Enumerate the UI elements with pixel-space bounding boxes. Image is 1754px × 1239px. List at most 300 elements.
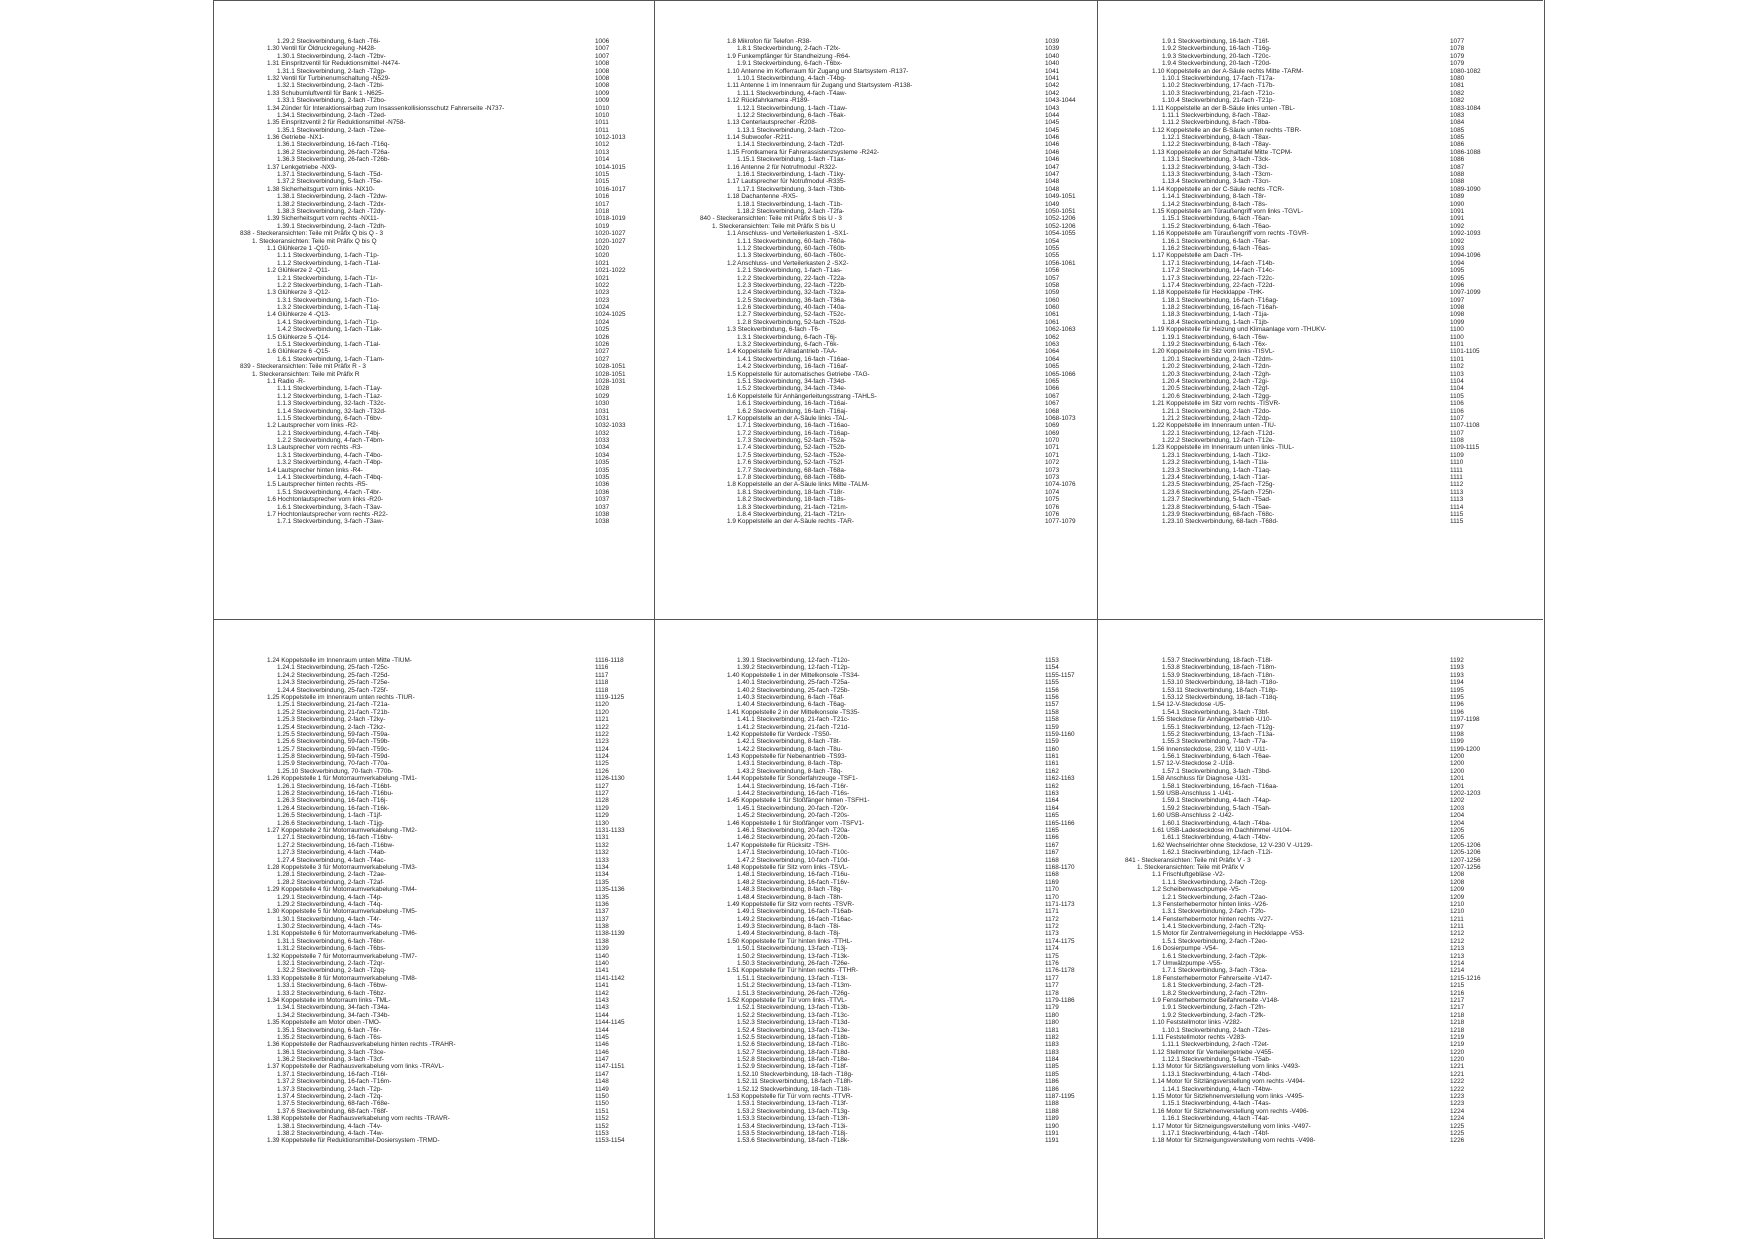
toc-entry[interactable] [700,178,1092,185]
toc-entry[interactable] [240,834,650,841]
toc-entry[interactable] [240,701,650,708]
toc-entry[interactable] [240,171,650,178]
toc-entry[interactable] [1125,297,1537,304]
toc-entry[interactable] [700,679,1092,686]
toc-entry[interactable] [240,842,650,849]
toc-entry[interactable] [700,657,1092,664]
toc-entry[interactable] [240,953,650,960]
toc-entry[interactable] [240,415,650,422]
toc-entry[interactable] [240,504,650,511]
toc-entry[interactable] [1125,430,1537,437]
toc-entry[interactable] [240,53,650,60]
toc-entry[interactable] [240,481,650,488]
toc-entry[interactable] [700,60,1092,67]
toc-entry[interactable] [700,149,1092,156]
toc-entry[interactable] [700,842,1092,849]
toc-entry[interactable] [700,474,1092,481]
toc-entry[interactable] [1125,1093,1537,1100]
toc-entry[interactable] [700,731,1092,738]
toc-entry[interactable] [1125,141,1537,148]
toc-entry[interactable] [240,178,650,185]
toc-entry[interactable] [700,1063,1092,1070]
toc-entry[interactable] [700,908,1092,915]
toc-entry[interactable] [240,879,650,886]
toc-entry[interactable] [1125,186,1537,193]
toc-entry[interactable] [1125,68,1537,75]
toc-entry[interactable] [240,193,650,200]
toc-entry[interactable] [700,901,1092,908]
toc-entry[interactable] [240,1027,650,1034]
toc-entry[interactable] [240,1093,650,1100]
toc-entry[interactable] [1125,797,1537,804]
toc-entry[interactable] [1125,901,1537,908]
toc-entry[interactable] [700,1049,1092,1056]
toc-entry[interactable] [1125,230,1537,237]
toc-entry[interactable] [240,724,650,731]
toc-entry[interactable] [1125,679,1537,686]
toc-entry[interactable] [1125,105,1537,112]
toc-entry[interactable] [700,1078,1092,1085]
toc-entry[interactable] [700,1115,1092,1122]
toc-entry[interactable] [240,156,650,163]
toc-entry[interactable] [700,444,1092,451]
toc-entry[interactable] [1125,201,1537,208]
toc-entry[interactable] [700,489,1092,496]
toc-entry[interactable] [240,385,650,392]
toc-entry[interactable] [1125,238,1537,245]
toc-entry[interactable] [700,119,1092,126]
toc-entry[interactable] [240,930,650,937]
toc-entry[interactable] [700,75,1092,82]
toc-entry[interactable] [1125,1130,1537,1137]
toc-entry[interactable] [1125,834,1537,841]
toc-entry[interactable] [700,408,1092,415]
toc-entry[interactable] [700,960,1092,967]
toc-entry[interactable] [1125,775,1537,782]
toc-entry[interactable] [700,797,1092,804]
toc-entry[interactable] [700,753,1092,760]
toc-entry[interactable] [240,1130,650,1137]
toc-entry[interactable] [1125,1137,1537,1144]
toc-entry[interactable] [240,1034,650,1041]
toc-entry[interactable] [700,790,1092,797]
toc-entry[interactable] [240,894,650,901]
toc-entry[interactable] [240,982,650,989]
toc-entry[interactable] [1125,45,1537,52]
toc-entry[interactable] [1125,474,1537,481]
toc-entry[interactable] [1125,149,1537,156]
toc-entry[interactable] [700,1108,1092,1115]
toc-entry[interactable] [240,1019,650,1026]
toc-entry[interactable] [1125,694,1537,701]
toc-entry[interactable] [240,422,650,429]
toc-entry[interactable] [700,511,1092,518]
toc-entry[interactable] [700,982,1092,989]
toc-entry[interactable] [240,938,650,945]
toc-entry[interactable] [240,916,650,923]
toc-entry[interactable] [700,496,1092,503]
toc-entry[interactable] [240,105,650,112]
toc-entry[interactable] [700,953,1092,960]
toc-entry[interactable] [700,1123,1092,1130]
toc-entry[interactable] [700,775,1092,782]
toc-entry[interactable] [240,223,650,230]
toc-entry[interactable] [240,311,650,318]
toc-entry[interactable] [700,127,1092,134]
toc-entry[interactable] [700,245,1092,252]
toc-entry[interactable] [240,467,650,474]
toc-entry[interactable] [1125,119,1537,126]
toc-entry[interactable] [240,857,650,864]
toc-entry[interactable] [700,45,1092,52]
toc-entry[interactable] [1125,672,1537,679]
toc-entry[interactable] [700,894,1092,901]
toc-entry[interactable] [240,378,650,385]
toc-entry[interactable] [1125,275,1537,282]
toc-entry[interactable] [240,430,650,437]
toc-entry[interactable] [240,82,650,89]
toc-entry[interactable] [700,1086,1092,1093]
toc-entry[interactable] [240,275,650,282]
toc-entry[interactable] [1125,252,1537,259]
toc-entry[interactable] [240,908,650,915]
toc-entry[interactable] [1125,849,1537,856]
toc-entry[interactable] [1125,415,1537,422]
toc-entry[interactable] [1125,90,1537,97]
toc-entry[interactable] [700,857,1092,864]
toc-entry[interactable] [1125,982,1537,989]
toc-entry[interactable] [700,141,1092,148]
toc-entry[interactable] [1125,356,1537,363]
toc-entry[interactable] [240,1012,650,1019]
toc-entry[interactable] [1125,178,1537,185]
toc-entry[interactable] [1125,348,1537,355]
toc-entry[interactable] [700,467,1092,474]
toc-entry[interactable] [1125,916,1537,923]
toc-entry[interactable] [1125,953,1537,960]
toc-entry[interactable] [240,260,650,267]
toc-entry[interactable] [240,400,650,407]
toc-entry[interactable] [240,997,650,1004]
toc-entry[interactable] [240,363,650,370]
toc-entry[interactable] [240,282,650,289]
toc-entry[interactable] [1125,378,1537,385]
toc-entry[interactable] [700,975,1092,982]
toc-entry[interactable] [1125,1108,1537,1115]
toc-entry[interactable] [700,871,1092,878]
toc-entry[interactable] [700,326,1092,333]
toc-entry[interactable] [700,193,1092,200]
toc-entry[interactable] [700,260,1092,267]
toc-entry[interactable] [1125,820,1537,827]
toc-entry[interactable] [240,68,650,75]
toc-entry[interactable] [1125,768,1537,775]
toc-entry[interactable] [700,267,1092,274]
toc-entry[interactable] [240,990,650,997]
toc-entry[interactable] [240,215,650,222]
toc-entry[interactable] [240,252,650,259]
toc-entry[interactable] [1125,267,1537,274]
toc-entry[interactable] [240,164,650,171]
toc-entry[interactable] [700,289,1092,296]
toc-entry[interactable] [700,53,1092,60]
toc-entry[interactable] [240,518,650,525]
toc-entry[interactable] [1125,1115,1537,1122]
toc-entry[interactable] [240,827,650,834]
toc-entry[interactable] [240,790,650,797]
toc-entry[interactable] [700,68,1092,75]
toc-entry[interactable] [240,820,650,827]
toc-entry[interactable] [240,1063,650,1070]
toc-entry[interactable] [1125,857,1537,864]
toc-entry[interactable] [700,672,1092,679]
toc-entry[interactable] [700,724,1092,731]
toc-entry[interactable] [700,938,1092,945]
toc-entry[interactable] [240,664,650,671]
toc-entry[interactable] [240,657,650,664]
toc-entry[interactable] [700,201,1092,208]
toc-entry[interactable] [1125,444,1537,451]
toc-entry[interactable] [240,149,650,156]
toc-entry[interactable] [1125,60,1537,67]
toc-entry[interactable] [1125,393,1537,400]
toc-entry[interactable] [1125,134,1537,141]
toc-entry[interactable] [1125,511,1537,518]
toc-entry[interactable] [240,760,650,767]
toc-entry[interactable] [700,437,1092,444]
toc-entry[interactable] [700,1027,1092,1034]
toc-entry[interactable] [700,238,1092,245]
toc-entry[interactable] [1125,1027,1537,1034]
toc-entry[interactable] [700,923,1092,930]
toc-entry[interactable] [1125,489,1537,496]
toc-entry[interactable] [1125,164,1537,171]
toc-entry[interactable] [1125,481,1537,488]
toc-entry[interactable] [240,393,650,400]
toc-entry[interactable] [1125,753,1537,760]
toc-entry[interactable] [700,1130,1092,1137]
toc-entry[interactable] [700,1041,1092,1048]
toc-entry[interactable] [1125,215,1537,222]
toc-entry[interactable] [700,768,1092,775]
toc-entry[interactable] [240,356,650,363]
toc-entry[interactable] [700,997,1092,1004]
toc-entry[interactable] [700,834,1092,841]
toc-entry[interactable] [700,1004,1092,1011]
toc-entry[interactable] [1125,886,1537,893]
toc-entry[interactable] [1125,864,1537,871]
toc-entry[interactable] [700,879,1092,886]
toc-entry[interactable] [1125,371,1537,378]
toc-entry[interactable] [700,945,1092,952]
toc-entry[interactable] [240,960,650,967]
toc-entry[interactable] [240,289,650,296]
toc-entry[interactable] [240,1137,650,1144]
toc-entry[interactable] [240,444,650,451]
toc-entry[interactable] [1125,282,1537,289]
toc-entry[interactable] [1125,990,1537,997]
toc-entry[interactable] [1125,112,1537,119]
toc-entry[interactable] [700,812,1092,819]
toc-entry[interactable] [240,127,650,134]
toc-entry[interactable] [240,319,650,326]
toc-entry[interactable] [1125,53,1537,60]
toc-entry[interactable] [1125,701,1537,708]
toc-entry[interactable] [1125,805,1537,812]
toc-entry[interactable] [240,768,650,775]
toc-entry[interactable] [700,709,1092,716]
toc-entry[interactable] [1125,1034,1537,1041]
toc-entry[interactable] [700,1056,1092,1063]
toc-entry[interactable] [240,783,650,790]
toc-entry[interactable] [1125,967,1537,974]
toc-entry[interactable] [700,348,1092,355]
toc-entry[interactable] [1125,311,1537,318]
toc-entry[interactable] [240,738,650,745]
toc-entry[interactable] [700,82,1092,89]
toc-entry[interactable] [240,75,650,82]
toc-entry[interactable] [240,90,650,97]
toc-entry[interactable] [700,1093,1092,1100]
toc-entry[interactable] [700,38,1092,45]
toc-entry[interactable] [1125,842,1537,849]
toc-entry[interactable] [240,901,650,908]
toc-entry[interactable] [700,341,1092,348]
toc-entry[interactable] [1125,1019,1537,1026]
toc-entry[interactable] [1125,408,1537,415]
toc-entry[interactable] [700,275,1092,282]
toc-entry[interactable] [700,252,1092,259]
toc-entry[interactable] [1125,930,1537,937]
toc-entry[interactable] [240,1056,650,1063]
toc-entry[interactable] [1125,1004,1537,1011]
toc-entry[interactable] [700,1019,1092,1026]
toc-entry[interactable] [700,820,1092,827]
toc-entry[interactable] [240,511,650,518]
toc-entry[interactable] [240,304,650,311]
toc-entry[interactable] [240,775,650,782]
toc-entry[interactable] [700,864,1092,871]
toc-entry[interactable] [240,886,650,893]
toc-entry[interactable] [700,356,1092,363]
toc-entry[interactable] [240,134,650,141]
toc-entry[interactable] [240,945,650,952]
toc-entry[interactable] [240,408,650,415]
toc-entry[interactable] [700,400,1092,407]
toc-entry[interactable] [240,141,650,148]
toc-entry[interactable] [700,164,1092,171]
toc-entry[interactable] [240,186,650,193]
toc-entry[interactable] [1125,208,1537,215]
toc-entry[interactable] [700,1100,1092,1107]
toc-entry[interactable] [240,975,650,982]
toc-entry[interactable] [1125,945,1537,952]
toc-entry[interactable] [1125,657,1537,664]
toc-entry[interactable] [1125,879,1537,886]
toc-entry[interactable] [240,1108,650,1115]
toc-entry[interactable] [700,304,1092,311]
toc-entry[interactable] [1125,304,1537,311]
toc-entry[interactable] [700,156,1092,163]
toc-entry[interactable] [700,415,1092,422]
toc-entry[interactable] [240,326,650,333]
toc-entry[interactable] [240,1123,650,1130]
toc-entry[interactable] [1125,1063,1537,1070]
toc-entry[interactable] [1125,245,1537,252]
toc-entry[interactable] [1125,790,1537,797]
toc-entry[interactable] [1125,223,1537,230]
toc-entry[interactable] [240,812,650,819]
toc-entry[interactable] [700,208,1092,215]
toc-entry[interactable] [1125,894,1537,901]
toc-entry[interactable] [1125,459,1537,466]
toc-entry[interactable] [1125,75,1537,82]
toc-entry[interactable] [1125,1049,1537,1056]
toc-entry[interactable] [1125,504,1537,511]
toc-entry[interactable] [240,709,650,716]
toc-entry[interactable] [240,679,650,686]
toc-entry[interactable] [700,716,1092,723]
toc-entry[interactable] [1125,82,1537,89]
toc-entry[interactable] [700,422,1092,429]
toc-entry[interactable] [700,334,1092,341]
toc-entry[interactable] [1125,127,1537,134]
toc-entry[interactable] [700,504,1092,511]
toc-entry[interactable] [700,430,1092,437]
toc-entry[interactable] [1125,716,1537,723]
toc-entry[interactable] [700,112,1092,119]
toc-entry[interactable] [1125,871,1537,878]
toc-entry[interactable] [240,245,650,252]
toc-entry[interactable] [240,267,650,274]
toc-entry[interactable] [240,967,650,974]
toc-entry[interactable] [700,393,1092,400]
toc-entry[interactable] [700,849,1092,856]
toc-entry[interactable] [1125,783,1537,790]
toc-entry[interactable] [240,1100,650,1107]
toc-entry[interactable] [240,452,650,459]
toc-entry[interactable] [240,60,650,67]
toc-entry[interactable] [1125,687,1537,694]
toc-entry[interactable] [240,746,650,753]
toc-entry[interactable] [1125,1012,1537,1019]
toc-entry[interactable] [700,783,1092,790]
toc-entry[interactable] [240,923,650,930]
toc-entry[interactable] [1125,437,1537,444]
toc-entry[interactable] [1125,724,1537,731]
toc-entry[interactable] [1125,400,1537,407]
toc-entry[interactable] [1125,334,1537,341]
toc-entry[interactable] [700,223,1092,230]
toc-entry[interactable] [240,1071,650,1078]
toc-entry[interactable] [1125,938,1537,945]
toc-entry[interactable] [700,701,1092,708]
toc-entry[interactable] [1125,385,1537,392]
toc-entry[interactable] [700,385,1092,392]
toc-entry[interactable] [700,1071,1092,1078]
toc-entry[interactable] [1125,341,1537,348]
toc-entry[interactable] [240,238,650,245]
toc-entry[interactable] [240,112,650,119]
toc-entry[interactable] [240,1049,650,1056]
toc-entry[interactable] [700,452,1092,459]
toc-entry[interactable] [1125,923,1537,930]
toc-entry[interactable] [700,459,1092,466]
toc-entry[interactable] [240,97,650,104]
toc-entry[interactable] [240,119,650,126]
toc-entry[interactable] [1125,1078,1537,1085]
toc-entry[interactable] [1125,908,1537,915]
